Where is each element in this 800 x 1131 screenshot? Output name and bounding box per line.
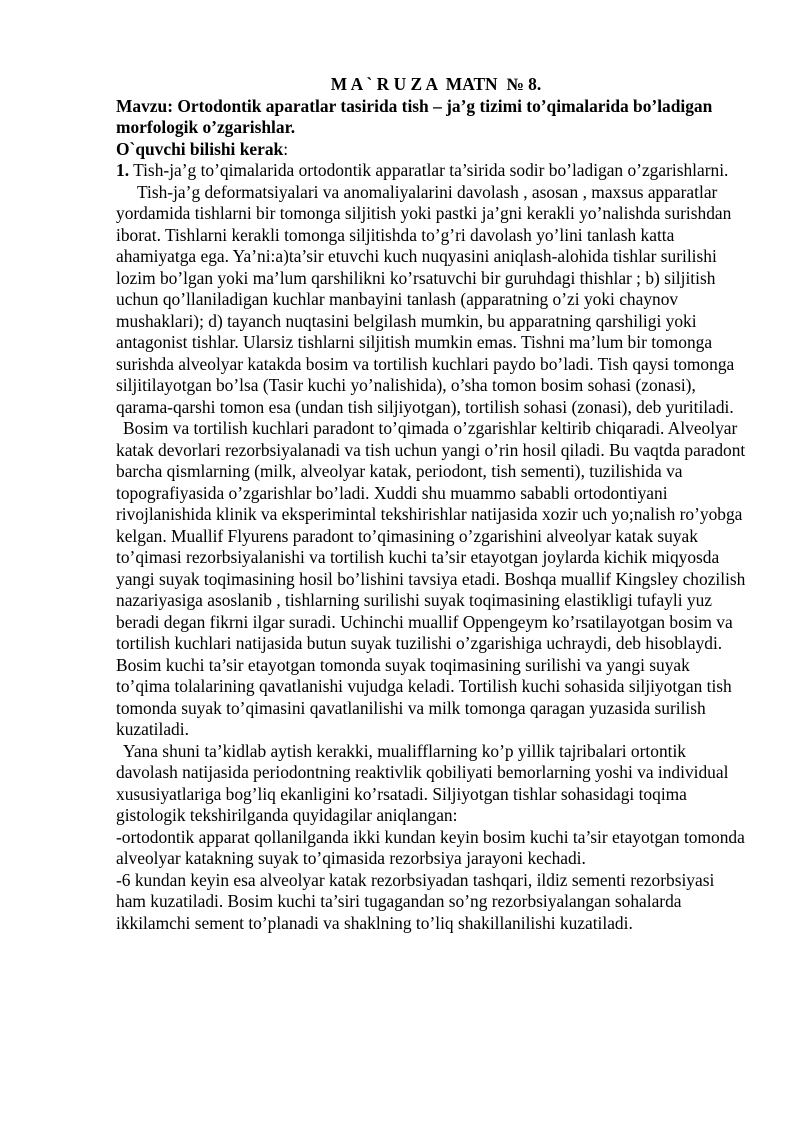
- finding-item-1: -ortodontik apparat qollanilganda ikki kundan keyin bosim kuchi ta’sir etayotgan tomonda alveolyar katakning suyak to’qimasida rezorbsiya jarayoni kechadi.: [116, 826, 745, 868]
- must-know-heading: [116, 139, 746, 161]
- finding-item-2: -6 kundan keyin esa alveolyar katak rezorbsiyadan tashqari, ildiz sementi rezorbsiyasi ham kuzatiladi. Bosim kuchi ta’siri tugagandan so’ng rezorbsiyalangan sohalarda ikkilamchi sement to’planadi va shaklning to’liq shakillanilishi kuzatiladi.: [116, 869, 715, 933]
- must-know-colon: :: [283, 138, 289, 159]
- must-know-label: O`quvchi bilishi kerak: [116, 138, 284, 159]
- paragraph-1: Tish-ja’g deformatsiyalari va anomaliyalarini davolash , asosan , maxsus apparatlar yordamida tishlarni bir tomonga siljitish yoki pastki ja’gni kerakli yo’nalishda surishdan iborat. Tishlarni kerakli tomonga siljitishda to’g’ri davolash yo’lini tanlash katta ahamiyatga ega. Ya’ni:a)ta’sir etuvchi kuch nuqyasini aniqlash-alohida tishlar surilishi lozim bo’lgan yoki ma’lum qarshilikni ko’rsatuvchi bir guruhdagi thishlar ; b) siljitish uchun qo’llaniladigan kuchlar manbayini tanlash (apparatning o’zi yoki chaynov mushaklari); d) tayanch nuqtasini belgilash mumkin, bu apparatning qarshiligi yoki antagonist tishlar. Ularsiz tishlarni siljitish mumkin emas. Tishni ma’lum bir tomonga surishda alveolyar katakda bosim va tortilish kuchlari paydo bo’ladi. Tish qaysi tomonga siljitilayotgan bo’lsa (Tasir kuchi yo’nalishida), o’sha tomon bosim sohasi (zonasi), qarama-qarshi tomon esa (undan tish siljiyotgan), tortilish sohasi (zonasi), deb yuritiladi.: [116, 181, 735, 417]
- lecture-title: M A ` R U Z A MATN № 8.: [330, 74, 542, 94]
- topic: [116, 96, 746, 139]
- objective-number: 1.: [116, 160, 130, 180]
- document-page: [116, 74, 746, 934]
- paragraph-3: Yana shuni ta’kidlab aytish kerakki, mualifflarning ko’p yillik tajribalari ortontik davolash natijasida periodontning reaktivlik qobiliyati bemorlarning yoshi va individual xususiyatlariga bog’liq ekanligini ko’rsatadi. Siljiyotgan tishlar sohasidagi toqima gistologik tekshirilganda quyidagilar aniqlangan:: [116, 740, 729, 825]
- topic-label: Mavzu:: [116, 95, 173, 116]
- topic-text: Ortodontik aparatlar tasirida tish – ja’g tizimi to’qimalarida bo’ladigan morfologik o’zgarishlar.: [116, 95, 713, 137]
- objective-text: Tish-ja’g to’qimalarida ortodontik apparatlar ta’sirida sodir bo’ladigan o’zgarishlarni.: [133, 160, 729, 180]
- paragraph-2: Bosim va tortilish kuchlari paradont to’qimada o’zgarishlar keltirib chiqaradi. Alveolyar katak devorlari rezorbsiyalanadi va tish uchun yangi o’rin hosil qiladi. Bu vaqtda paradont barcha qismlarning (milk, alveolyar katak, periodont, tish sementi), tuzilishida va topografiyasida o’zgarishlar bo’ladi. Xuddi shu muammo sababli ortodontiyani rivojlanishida klinik va eksperimintal tekshirishlar natijasida xozir uch yo;nalish ro’yobga kelgan. Muallif Flyurens paradont to’qimasining o’zgarishini alveolyar katak suyak to’qimasi rezorbsiyalanishi va tortilish kuchi ta’sir etayotgan joylarda kichik miqyosda yangi suyak toqimasining hosil bo’lishini tavsiya etadi. Boshqa muallif Kingsley chozilish nazariyasiga asoslanib , tishlarning surilishi suyak toqimasining elastikligi tufayli yuz beradi degan fikrni ilgar suradi. Uchinchi muallif Oppengeym ko’rsatilayotgan bosim va tortilish kuchlari natijasida butun suyak tuzilishi o’zgarishiga uchraydi, deb hisoblaydi. Bosim kuchi ta’sir etayotgan tomonda suyak toqimasining surilishi va yangi suyak to’qima tolalarining qavatlanishi vujudga keladi. Tortilish kuchi sohasida siljiyotgan tish tomonda suyak to’qimasini qavatlanilishi va milk tomonga qaragan yuzasida surilish kuzatiladi.: [116, 418, 746, 739]
- objective-item: [116, 160, 746, 182]
